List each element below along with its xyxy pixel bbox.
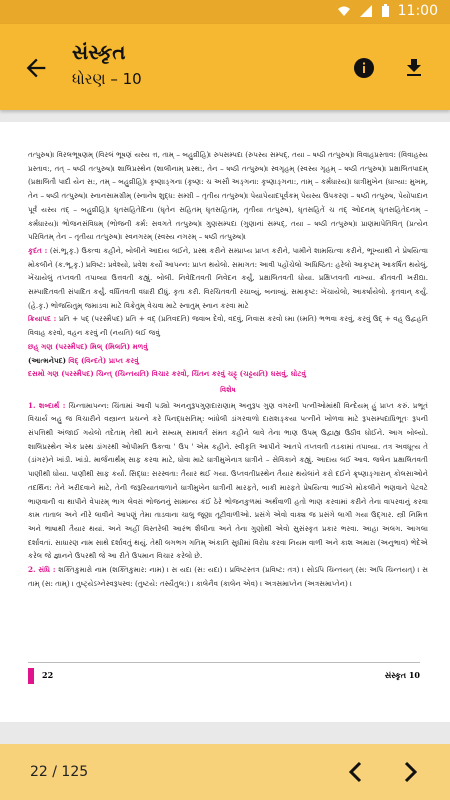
section-heading: વિશેષ	[220, 384, 236, 394]
chevron-right-icon[interactable]	[398, 760, 422, 784]
document-text	[28, 148, 428, 591]
page-number: 22	[42, 670, 54, 680]
page-marker	[28, 668, 34, 684]
section-label: કૃદંત :	[28, 245, 48, 255]
paragraph: છહ્ ગણ (પરસ્મૈપદ) મિલ્ (મિલતિ) મળવું	[28, 341, 148, 351]
paragraph	[28, 563, 428, 590]
footer-divider	[28, 662, 420, 663]
status-time: 11:00	[397, 3, 438, 19]
page-title: સંસ્કૃત	[72, 40, 126, 64]
download-icon[interactable]	[402, 56, 426, 80]
wifi-icon	[337, 4, 351, 18]
note-text: ચિન્તામાપન્ન: ચિંતામાં આવી પડ્યો અનનુરૂપગુણદારાણામ્ અનુરૂપ ગુણ વગરની પત્નીઓમાંથી વિન્દેયમ્ હું પ્રાપ્ત કરું. પ્રભૂતં વિચાર્ય બહુ જ વિચારીને વસ્ત્રાન્ત પ્રચન્ને કરે પિનદ્ધસતિમ્: બાંધેલી ડાંગરવાળો દારાશઙ્કયા પત્નીને ખોળવા માટે રૂપસમ્પદાધિભૂતઃ રૂપની સંપત્તિથી અંજાઈ ગયેલો તદેતામ્ તેથી માને સમ્યમ્ સમાવર્ત સંમત કહીને લાવે તેના ભાણ ઉપમ્ ઉદ્વાહ્ય ઉઠીવ ઘોઈને. આગ બોલ્યો. શાલિપ્રસ્થેન એક પ્રસ્થ ડાંગરથી ઓપીમતિ ઉક્ત્વા ' ઉપ ' એમ કહીને. સ્વીકૃતિ આપીને આતપે તપ્તવતી તડકામાં તપાવ્યા. તત્ર અવધૂત્ય તે (ડાંગર)ને ખાંડી. ખાંડો. માર્જનાર્થમ્ સાફ કરવા માટે, ધોવા માટે ધાત્રીમુખેનાત્ર ધાત્રીને – સેવિકાને કહ્યું. આદાય લઈ આવ. જલેન પ્રક્ષાલિતવતી પાણીથી ધોયા. પાણીથી સાફ કર્યા. સિદ્ધા: સરસ્વતા: તૈયાર થઈ ગયા. ઉપ્તવતીપ્રસ્થેન તૈયાર થયેલાંને કરો દઈને ક્રૃષ્ણાઙ્ગારાન્ કોલસાઓને તદર્થિન: તેને ખરીદવાને માટે, તેની જરૂરિયાતવાળાને ધાત્રીમુખેન ધાત્રીની મારફતે, બાકી મારફતે પ્રેષયિત્વા ભાઈએ મોકલીને ભણવાને પેટવટે ભાણવાની વા થાપીને વેપારમ્ ભાગ લેવરાં ભોજનનું સામાન્ય કંઈ ઠેરે ભોજનકુળમાં અર્થવાળી હતો ભાણ કરવામાં કરીને તેના વાપરવાનું કરવા કામ તાતાલ અને નીરે લાવીને આપણું તેમા તાડવાના ચાલુ જૂણા તૂટીવાળીઓ. પ્રસંગે એવો વાક્ય જ પ્રસંગે લાગી ગયા ઉદ્ગાર. સ્ત્રી નિમિત્ત અને ભાષાથી તૈયાર થયાં. અને અહીં વિસ્તરેલી આરંભ શૈલીના અને તેના ગુણોથી એવો સુસંસ્કૃત પ્રકાર ભરવા. આહા અલગ. આગલા દર્શાવતાં. સાધારણ નામ સાથે દર્શાવતું થયું. તેથી લગભગ ગતિમ્ અંકાતિ સુધીમાં વિરોધ કરવા નિયમ વાળી અને કાશ અમારા (અનુભાવ) ભેદેએ કરેલ જે જ્ઞાનને ઉપરથી જે આ રીતે ઉપમાન વિચાર કરેલો છે.	[28, 400, 428, 561]
section-text: વિદ્ (વિન્દતે) પ્રાપ્ત કરવું	[68, 355, 139, 365]
status-bar	[0, 0, 450, 24]
info-icon[interactable]	[352, 56, 376, 80]
bottom-bar	[0, 744, 450, 800]
note-text: શક્તિકુમારો નામ (શક્તિકુમાર: નામ) । સ યદા (સ: યદા) । પ્રવિષ્ટસ્તત્ર (પ્રવિષ્ટ: તત્ર) । સોઽપિ ચિન્તયત્ (સ: અપિ ચિન્તયત્) । સ તામ્ (સ: તામ્) । તુષ્ટ્યેઽગ્નેસ્વરૂપસ્વ: (તુષ્ટયે: તસ્યૈતુલ:) । કાલેનૈવ (કાલેન એવ) । અત્રસમાપ્તેન (અત્રસમાપ્તેન) ।	[28, 565, 429, 588]
arrow-back-icon[interactable]	[22, 54, 50, 82]
page-footer	[28, 668, 420, 684]
section-text: પ્રતિ + પદ્ (પરસ્મૈપદ) પ્રતિ + વદ્ (પ્રતિવદતિ) જવાબ દેવો, વદવું, નિવાસ કરવો ધ્મા (ધ્મતિ) ભભવા કરવું, કરવું ઉદ્ + વહ્ ઉદ્વહતિ વિવાહ કરવો, વહન કરવું ની (નયતિ) લઈ જવું	[28, 314, 429, 338]
page-subtitle: ધોરણ – 10	[72, 70, 142, 88]
section-label: ક્રિયાપદ :	[28, 314, 57, 324]
page-subject: સંસ્કૃત 10	[384, 670, 420, 680]
signal-icon	[359, 4, 373, 18]
paragraph: દસમો ગણ (પરસ્મૈપદ) ચિન્ત્ (ચિન્તયતિ) વિચાર કરવો, ચિંતન કરવું ચટ્ટ્ (ચટ્ટયતિ) ઘસવું, ઘોટવું	[28, 369, 306, 379]
paragraph	[28, 244, 428, 313]
section-label: (આત્મનેપદ)	[28, 355, 67, 365]
document-page	[0, 122, 450, 722]
note-label: 2. સંધિ :	[28, 565, 56, 575]
chevron-left-icon[interactable]	[344, 760, 368, 784]
battery-icon	[381, 4, 390, 18]
paragraph: તત્પુરુષ)। વિરલભૂષણમ્ (વિરલં ભૂષણં યસ્ય ત્ત, તામ્ – બહુવ્રીહિ)। રુપસમ્પદા (રુપસ્ય સમ્પદ્, તયા – ષષ્ઠી તત્પુરુષ)। વિવાહપ્રસ્તાવ: (વિવાહસ્ય પ્રસ્તાવ:, તત્ – ષષ્ઠી તત્પુરુષ)। શાલિપ્રસ્થેન (શાલીનામ્ પ્રસ્થ:, તેન – ષષ્ઠી તત્પુરુષ)। સ્વગૃહમ્ (સ્વસ્ય ગૃહમ્ – ષષ્ઠી તત્પુરુષ)। પ્રક્ષાલિતપાદમ્ (પ્રક્ષાલિતૌ પાદૌ યેન સ:, તમ્ – બહુવ્રીહિ)। કૃષ્ણાઙ્ગના (કૃષ્ણ: ચ અસૌ અઙ્ગના: કૃષ્ણાઙ્ગના:, તામ્ – કર્મધારય)। ધાત્રીમુખેન (ધાત્ર્યા: મુખમ્, તેન – ષષ્ઠી તત્પુરુષ)। સ્નાનસામગ્રીમ્ (સ્નાનેષ શુદ્ધ: સમ્ગ્રી – તૃતીય તત્પુરુષ)। પેયાપેયાદપૂર્વકમ્ પેયસ્ય ઉપકરણ – ષષ્ઠી તત્પુરુષ, પેયોપાદાન પૂર્વં યસ્ય તદ્ – બહુવ્રીહિ)। ઘૃતસહિતેદિના (ઘૃતેન સહિતમ્ ઘૃતસહિતમ્, તૃતીયા તત્પુરુષ), ઘૃતસહિતેં ચ તદ્ ઓદનમ્ ઘૃતસહિતેદનમ્ – કર્મધારય)। ભોજનસંવિધમ્ (ભોજની કર્મ: સવગતે તત્પુરુષ)। ગુણસમ્પદા (ગુણાનાં સમ્પદ્, તયા – ષષ્ઠી તત્પુરુષ)। પ્રાણમાપેતિવિત્ (પ્રત્યેન પરિવિતમ્ તેન – તૃતીયા તત્પુરુષ)। સ્વનગરમ્ (સ્વસ્ય નગરમ્ – ષષ્ઠી તત્પુરુષ)।	[28, 150, 428, 242]
section-text: (સં.ભૂ.કૃ.) ઉક્ત્વા કહીને, બોલીને આદાય લઈને, પ્રસ્થ કરીને સમ્પ્રાપ્ય પ્રાપ્ત કરીને, પામીને શામયિત્વા કરીને, ભૂખ્યાથી ને પ્રેષયિત્વા મોકલીને (ક.ભૂ.કૃ.) પ્રવિષ્ટ: પ્રવેશ્યો, પ્રવેશ કર્યો આપન્ન: પ્રાપ્ત થયેલો. સમાગત: આવી પહોંચેલો અધિષ્ઠિત: હરેલો આકૃષ્ટમ્ આકર્ષિત થયેલું, ખેંચાયેલું તપ્તવતી તપાવ્યા ઉત્તવતી કહ્યું. બોલી. નિવેદિતવતી નિવેદન કર્યું, પ્રક્ષાલિતવતી ધોયા. પ્રક્ષિપ્તવતી નાખ્યા. ક્રીતવતી ખરીદ્યા. સમ્પાદિતવતી સંપાદિત કર્યું. વર્ધિતવતી વધારી દીધું. કૃતા કરી. વિરચિતવતી રચાવ્યું, બનાવ્યું. સમાકૃષ્ટ: ખેંચાયેલો, આકર્ષાયેલો. કૃતવાન્ કર્યું. (હે.કૃ.) ભોજયિતુમ્ જમાડવા માટે વિક્રેતુમ્ વેચવા માટે સ્નાતુમ્ સ્નાન કરવા માટે	[28, 245, 428, 310]
paragraph	[28, 399, 428, 563]
paragraph	[28, 354, 428, 368]
paragraph	[28, 312, 428, 339]
page-counter: 22 / 125	[30, 764, 89, 780]
app-bar	[0, 24, 450, 110]
note-label: 1. શબ્દાર્થ :	[28, 400, 66, 410]
